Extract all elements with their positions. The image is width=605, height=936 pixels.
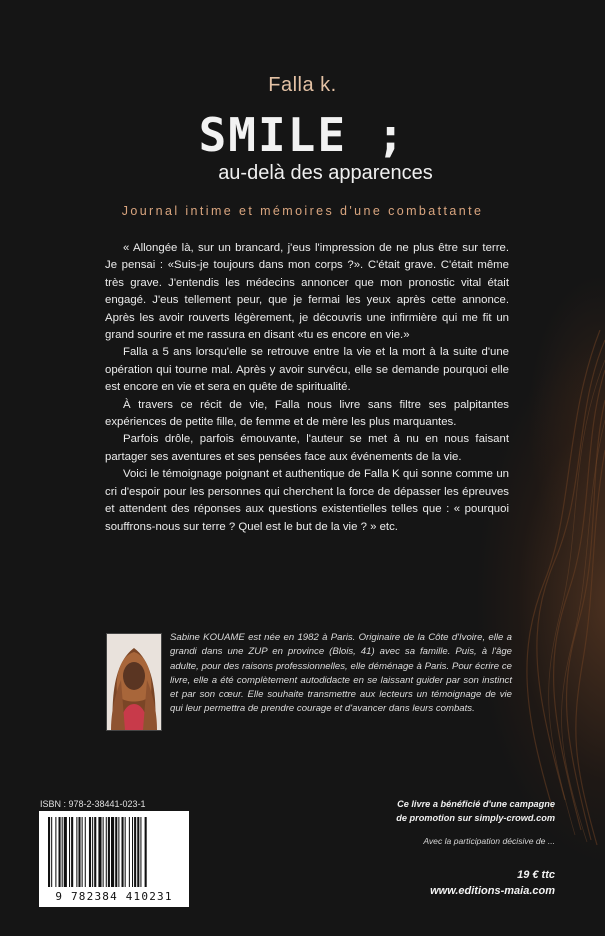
barcode-bar: [103, 817, 104, 887]
campaign-note: [330, 798, 555, 825]
book-title: SMILE ;: [198, 108, 407, 162]
blurb-paragraph: À travers ce récit de vie, Falla nous livre sans filtre ses palpitantes expériences de petite fille, de femme et de mère les plus marquantes.: [105, 398, 509, 429]
barcode-bar: [69, 817, 70, 887]
barcode-digits: 9 782384 410231: [55, 890, 173, 903]
barcode-bar: [78, 817, 80, 887]
barcode-bar: [85, 817, 86, 887]
barcode-bar: [76, 817, 77, 887]
price-label: 19 € ttc: [517, 869, 555, 881]
barcode-bar: [118, 817, 119, 887]
isbn-barcode: [39, 811, 189, 907]
barcode-bars: [39, 811, 189, 891]
barcode-bar: [48, 817, 50, 887]
barcode-bar: [145, 817, 147, 887]
barcode-bar: [134, 817, 136, 887]
barcode-bar: [125, 817, 126, 887]
barcode-bar: [140, 817, 141, 887]
blurb-paragraph: Falla a 5 ans lorsqu'elle se retrouve entre la vie et la mort à la suite d'une opération qui tourne mal. Après y avoir survécu, elle se demande pourquoi elle est encore en vie et sera en quête de spiritualité.: [105, 346, 509, 394]
barcode-bar: [129, 817, 130, 887]
barcode-bar: [98, 817, 101, 887]
author-photo: [106, 633, 162, 731]
barcode-bar: [111, 817, 114, 887]
barcode-bar: [64, 817, 67, 887]
barcode-bar: [132, 817, 133, 887]
barcode-bar: [71, 817, 73, 887]
barcode-bar: [62, 817, 63, 887]
author-name: Falla k.: [268, 74, 337, 96]
blurb-paragraph: Parfois drôle, parfois émouvante, l'auteur se met à nu en nous faisant partager ses aventures et ses pensées face aux événements de la vie.: [105, 433, 509, 463]
barcode-bar: [55, 817, 56, 887]
back-cover-blurb: [105, 240, 509, 536]
barcode-bar: [92, 817, 93, 887]
campaign-line: Ce livre a bénéficié d'une campagne: [397, 799, 555, 809]
blurb-paragraph: « Allongée là, sur un brancard, j'eus l'impression de ne plus être sur terre. Je pensai : «Suis-je toujours dans mon corps ?». C'était grave. C'était même très grave. J'entendis les médecins annoncer que mon pronostic vital était engagé. J'eus tellement peur, que je fermai les yeux après cette annonce. Après les avoir rouverts légèrement, je découvris une infirmière qui me fit un grand sourire et me rassura en disant «tu es encore en vie.»: [105, 242, 509, 342]
barcode-bar: [122, 817, 124, 887]
barcode-bar: [89, 817, 91, 887]
book-tagline: Journal intime et mémoires d'une combattante: [121, 204, 484, 218]
barcode-bar: [106, 817, 107, 887]
barcode-bar: [94, 817, 96, 887]
barcode-bar: [59, 817, 61, 887]
barcode-bar: [115, 817, 117, 887]
author-bio: Sabine KOUAME est née en 1982 à Paris. Originaire de la Côte d'Ivoire, elle a grandi dans une ZUP en province (Blois, 41) avec sa famille. Puis, à l'âge adulte, pour des raisons professionnelles, elle déménage à Paris. Pour écrire ce livre, elle a été complètement autodidacte en se laissant guider par son instinct et par son cœur. Elle souhaite transmettre aux lecteurs un témoignage de vie qui leur permettra de prendre courage et d'avancer dans leurs combats.: [170, 632, 512, 715]
isbn-label: ISBN : 978-2-38441-023-1: [40, 799, 146, 809]
barcode-bar: [108, 817, 110, 887]
barcode-bar: [137, 817, 139, 887]
barcode-bar: [51, 817, 52, 887]
barcode-bar: [82, 817, 83, 887]
publisher-website: www.editions-maia.com: [430, 885, 555, 897]
campaign-line: de promotion sur simply-crowd.com: [396, 812, 555, 823]
participation-note: Avec la participation décisive de ...: [423, 836, 555, 846]
blurb-paragraph: Voici le témoignage poignant et authentique de Falla K qui sonne comme un cri d'espoir pour les personnes qui cherchent la force de dépasser les épreuves et attendent des réponses aux questions existentielles telles que : « pourquoi souffrons-nous sur terre ? Quel est le but de la vie ? » etc.: [105, 468, 509, 533]
book-subtitle: au-delà des apparences: [218, 162, 433, 184]
